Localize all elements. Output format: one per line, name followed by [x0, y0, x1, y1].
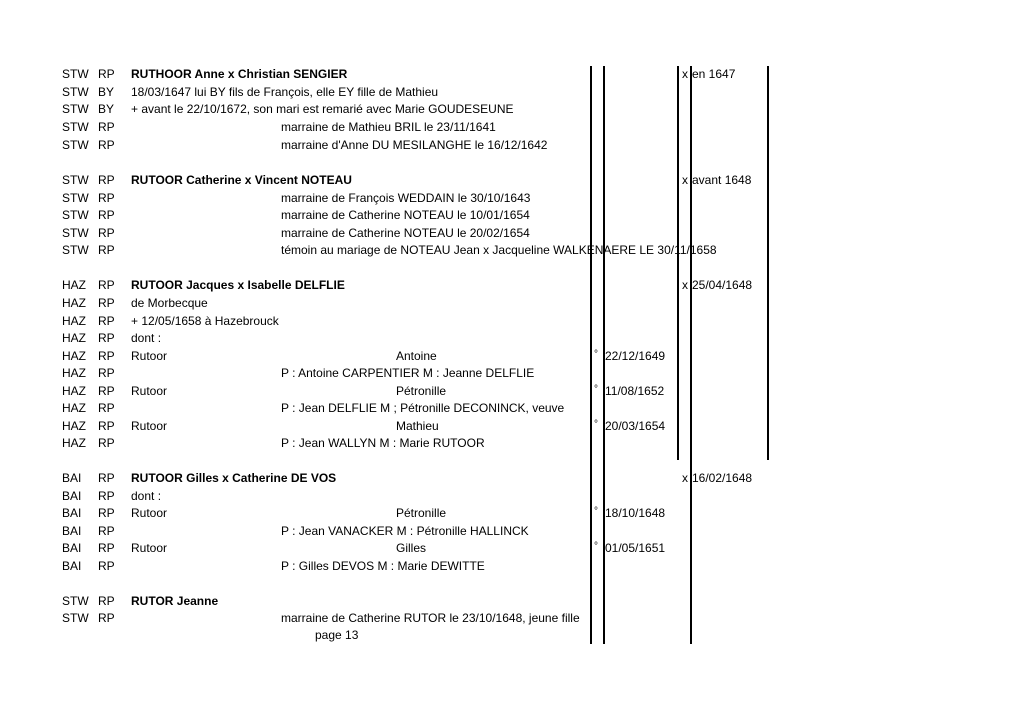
- place-code: HAZ: [62, 436, 86, 450]
- record-code: RP: [98, 366, 115, 380]
- record-code: RP: [98, 278, 115, 292]
- entry-row: [0, 313, 1024, 330]
- place-code: BAI: [62, 471, 82, 485]
- entry-row: [0, 137, 1024, 154]
- place-code: HAZ: [62, 366, 86, 380]
- marriage-date: 16/02/1648: [692, 471, 753, 485]
- detail-text: marraine de Mathieu BRIL le 23/11/1641: [281, 120, 496, 134]
- place-code: BAI: [62, 541, 82, 555]
- entry-row: [0, 523, 1024, 540]
- place-code: STW: [62, 138, 89, 152]
- entry-header-row: [0, 593, 1024, 610]
- record-code: RP: [98, 471, 115, 485]
- record-code: RP: [98, 419, 115, 433]
- entry-header-row: [0, 172, 1024, 189]
- entry-row: [0, 348, 1024, 365]
- entry-row: [0, 101, 1024, 118]
- baptism-date: 01/05/1651: [605, 541, 666, 555]
- record-code: RP: [98, 401, 115, 415]
- baptism-date: 22/12/1649: [605, 349, 666, 363]
- entry-text: RUTOOR Catherine x Vincent NOTEAU: [131, 173, 352, 187]
- detail-text: marraine de Catherine RUTOR le 23/10/1648, jeune fille: [281, 611, 580, 625]
- record-code: RP: [98, 120, 115, 134]
- record-code: RP: [98, 191, 115, 205]
- entry-header-row: [0, 277, 1024, 294]
- entry-text: + 12/05/1658 à Hazebrouck: [131, 314, 279, 328]
- place-code: BAI: [62, 489, 82, 503]
- baptism-date: 11/08/1652: [605, 384, 665, 398]
- entry-text: Rutoor: [131, 419, 168, 433]
- detail-text: P : Jean DELFLIE M ; Pétronille DECONINCK, veuve: [281, 401, 565, 415]
- baptism-mark: °: [594, 349, 598, 360]
- entry-text: Rutoor: [131, 541, 168, 555]
- place-code: STW: [62, 226, 89, 240]
- record-code: RP: [98, 296, 115, 310]
- marriage-date: 25/04/1648: [692, 278, 753, 292]
- detail-text: marraine de François WEDDAIN le 30/10/1643: [281, 191, 531, 205]
- entry-row: [0, 119, 1024, 136]
- record-code: RP: [98, 314, 115, 328]
- entry-row: [0, 540, 1024, 557]
- record-code: RP: [98, 541, 115, 555]
- record-code: RP: [98, 331, 115, 345]
- entry-text: RUTOOR Jacques x Isabelle DELFLIE: [131, 278, 345, 292]
- record-code: RP: [98, 611, 115, 625]
- marriage-mark: x: [682, 471, 688, 485]
- record-code: RP: [98, 67, 115, 81]
- place-code: HAZ: [62, 401, 86, 415]
- record-code: RP: [98, 243, 115, 257]
- entry-text: de Morbecque: [131, 296, 208, 310]
- entry-header-row: [0, 470, 1024, 487]
- place-code: STW: [62, 120, 89, 134]
- place-code: HAZ: [62, 296, 86, 310]
- first-name: Antoine: [396, 349, 437, 363]
- detail-text: témoin au mariage de NOTEAU Jean x Jacqueline WALKENAERE LE 30/11/1658: [281, 243, 717, 257]
- entry-text: 18/03/1647 lui BY fils de François, elle EY fille de Mathieu: [131, 85, 439, 99]
- entry-text: dont :: [131, 489, 162, 503]
- baptism-date: 20/03/1654: [605, 419, 666, 433]
- place-code: HAZ: [62, 419, 86, 433]
- place-code: STW: [62, 243, 89, 257]
- entry-row: [0, 330, 1024, 347]
- record-code: RP: [98, 208, 115, 222]
- baptism-date: 18/10/1648: [605, 506, 666, 520]
- entry-row: [0, 242, 1024, 259]
- record-code: RP: [98, 384, 115, 398]
- first-name: Pétronille: [396, 384, 447, 398]
- record-code: RP: [98, 489, 115, 503]
- place-code: STW: [62, 191, 89, 205]
- entry-text: dont :: [131, 331, 162, 345]
- detail-text: P : Gilles DEVOS M : Marie DEWITTE: [281, 559, 485, 573]
- place-code: HAZ: [62, 314, 86, 328]
- marriage-mark: x: [682, 67, 688, 81]
- place-code: HAZ: [62, 278, 86, 292]
- entry-row: [0, 190, 1024, 207]
- place-code: STW: [62, 594, 89, 608]
- first-name: Gilles: [396, 541, 427, 555]
- detail-text: P : Jean WALLYN M : Marie RUTOOR: [281, 436, 485, 450]
- detail-text: marraine de Catherine NOTEAU le 10/01/1654: [281, 208, 530, 222]
- marriage-mark: x: [682, 278, 688, 292]
- detail-text: P : Jean VANACKER M : Pétronille HALLINCK: [281, 524, 529, 538]
- place-code: HAZ: [62, 331, 86, 345]
- entry-text: RUTOOR Gilles x Catherine DE VOS: [131, 471, 337, 485]
- entry-text: RUTOR Jeanne: [131, 594, 219, 608]
- record-code: BY: [98, 85, 115, 99]
- entry-row: [0, 435, 1024, 452]
- page-footer: [0, 627, 1024, 644]
- record-code: RP: [98, 506, 115, 520]
- record-code: RP: [98, 349, 115, 363]
- entry-row: [0, 207, 1024, 224]
- entry-row: [0, 225, 1024, 242]
- marriage-date: avant 1648: [692, 173, 752, 187]
- entry-text: RUTHOOR Anne x Christian SENGIER: [131, 67, 348, 81]
- entry-text: + avant le 22/10/1672, son mari est remarié avec Marie GOUDESEUNE: [131, 102, 514, 116]
- place-code: STW: [62, 208, 89, 222]
- record-code: RP: [98, 594, 115, 608]
- marriage-date: en 1647: [692, 67, 736, 81]
- place-code: STW: [62, 173, 89, 187]
- entry-header-row: [0, 66, 1024, 83]
- entry-row: [0, 488, 1024, 505]
- record-code: BY: [98, 102, 115, 116]
- record-code: RP: [98, 173, 115, 187]
- first-name: Mathieu: [396, 419, 439, 433]
- entry-row: [0, 84, 1024, 101]
- record-code: RP: [98, 138, 115, 152]
- place-code: STW: [62, 611, 89, 625]
- place-code: HAZ: [62, 384, 86, 398]
- entry-row: [0, 365, 1024, 382]
- entry-row: [0, 418, 1024, 435]
- entry-row: [0, 295, 1024, 312]
- entry-row: [0, 383, 1024, 400]
- place-code: HAZ: [62, 349, 86, 363]
- entry-row: [0, 558, 1024, 575]
- entry-row: [0, 400, 1024, 417]
- marriage-mark: x: [682, 173, 688, 187]
- baptism-mark: °: [594, 419, 598, 430]
- record-code: RP: [98, 226, 115, 240]
- entry-text: Rutoor: [131, 506, 168, 520]
- page-number: page 13: [315, 628, 359, 642]
- entry-text: Rutoor: [131, 384, 168, 398]
- record-code: RP: [98, 559, 115, 573]
- place-code: STW: [62, 85, 89, 99]
- entry-text: Rutoor: [131, 349, 168, 363]
- detail-text: P : Antoine CARPENTIER M : Jeanne DELFLIE: [281, 366, 535, 380]
- entry-row: [0, 610, 1024, 627]
- detail-text: marraine d'Anne DU MESILANGHE le 16/12/1642: [281, 138, 548, 152]
- baptism-mark: °: [594, 384, 598, 395]
- record-code: RP: [98, 524, 115, 538]
- baptism-mark: °: [594, 506, 598, 517]
- record-code: RP: [98, 436, 115, 450]
- entry-row: [0, 505, 1024, 522]
- place-code: BAI: [62, 524, 82, 538]
- detail-text: marraine de Catherine NOTEAU le 20/02/1654: [281, 226, 530, 240]
- place-code: BAI: [62, 559, 82, 573]
- first-name: Pétronille: [396, 506, 447, 520]
- place-code: STW: [62, 102, 89, 116]
- place-code: BAI: [62, 506, 82, 520]
- place-code: STW: [62, 67, 89, 81]
- baptism-mark: °: [594, 541, 598, 552]
